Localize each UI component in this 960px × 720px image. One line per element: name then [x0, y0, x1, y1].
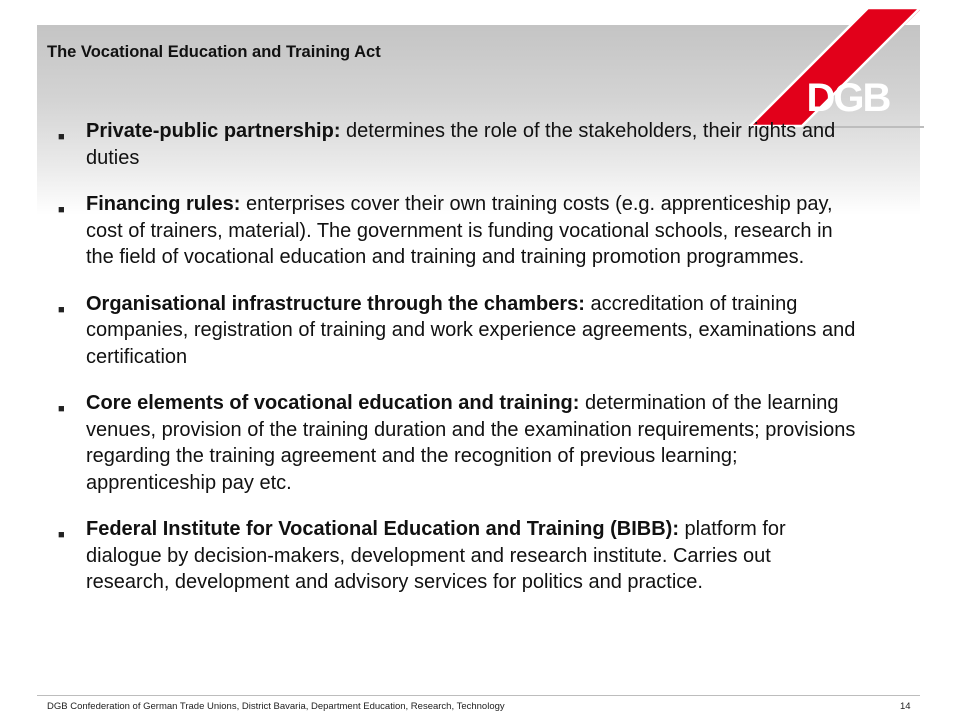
square-bullet-icon: ■: [58, 529, 65, 541]
bullet-item: [58, 118, 858, 171]
bullet-heading: Financing rules:: [86, 193, 241, 215]
page-number: 14: [900, 701, 911, 712]
bullet-item: [58, 390, 858, 496]
footer-text: DGB Confederation of German Trade Unions, District Bavaria, Department Education, Research, Technology: [47, 701, 505, 712]
dgb-logo: [744, 8, 924, 130]
bullet-body: accreditation of training companies, registration of training and work experience agreements, examinations and certification: [86, 292, 856, 368]
bullet-heading: Federal Institute for Vocational Education and Training (BIBB):: [86, 518, 679, 540]
bullet-item: [58, 291, 858, 371]
bullet-list: [58, 118, 858, 616]
square-bullet-icon: ■: [58, 303, 65, 316]
slide-title: The Vocational Education and Training Act: [47, 43, 381, 61]
square-bullet-icon: ■: [58, 403, 65, 415]
bullet-body: enterprises cover their own training costs (e.g. apprenticeship pay, cost of trainers, material). The government is funding vocational schools, research in the field of vocational education and training and training promotion programmes.: [86, 193, 833, 268]
bullet-body: determines the role of the stakeholders, their rights and duties: [86, 120, 836, 169]
footer-divider: [37, 695, 920, 696]
square-bullet-icon: ■: [58, 204, 65, 216]
logo-text: DGB: [806, 76, 890, 120]
bullet-heading: Core elements of vocational education and training:: [86, 392, 580, 414]
square-bullet-icon: ■: [58, 131, 65, 143]
bullet-body: determination of the learning venues, provision of the training duration and the examination requirements; provisions regarding the training agreement and the recognition of previous learning; apprenticeship pay etc.: [86, 392, 856, 494]
bullet-heading: Organisational infrastructure through the chambers:: [86, 292, 585, 315]
bullet-body: platform for dialogue by decision-makers, development and research institute. Carries out research, development and advisory services for politics and practice.: [86, 518, 786, 593]
bullet-item: [58, 516, 858, 596]
bullet-heading: Private-public partnership:: [86, 120, 341, 142]
bullet-item: [58, 191, 858, 271]
